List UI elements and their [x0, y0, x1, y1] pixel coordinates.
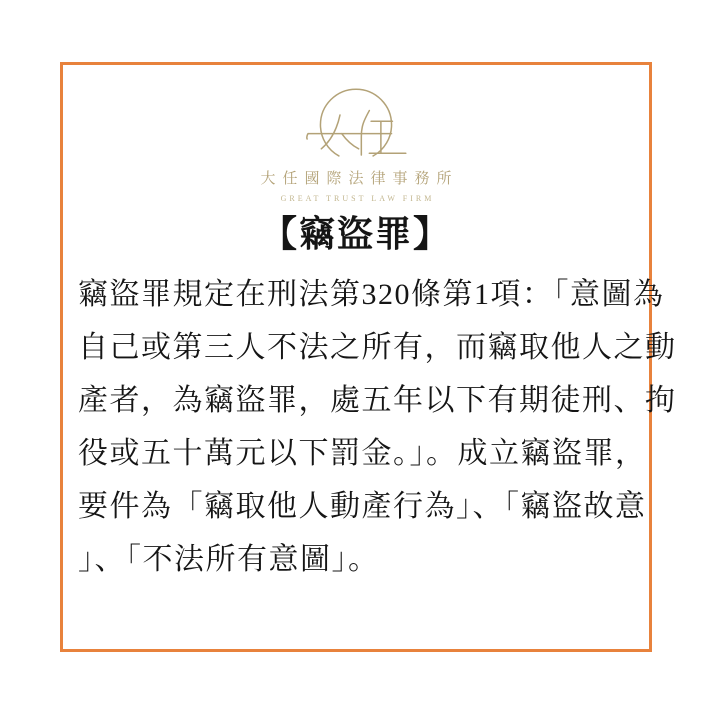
body-line: 」、「不法所有意圖」。 [78, 543, 380, 577]
decorative-border-frame [60, 62, 677, 652]
datian-monogram-icon [285, 83, 427, 163]
body-line: 役或五十萬元以下罰金。」。成立竊盜罪， [78, 437, 647, 471]
body-line: 要件為「竊取他人動產行為」、「竊盜故意 [78, 490, 647, 524]
body-line: 產者，為竊盜罪，處五年以下有期徒刑、拘 [78, 384, 677, 418]
body-line: 自己或第三人不法之所有，而竊取他人之動 [78, 331, 677, 365]
content-area [63, 65, 677, 649]
law-firm-name-en: GREAT TRUST LAW FIRM [280, 194, 435, 203]
body-line: 竊盜罪規定在刑法第320條第1項：「意圖為 [78, 278, 665, 312]
law-firm-name-cn: 大任國際法律事務所 [260, 171, 459, 187]
page-title: 【竊盜罪】 [260, 214, 451, 254]
law-firm-logo [253, 83, 458, 203]
legal-body-text [63, 268, 677, 586]
